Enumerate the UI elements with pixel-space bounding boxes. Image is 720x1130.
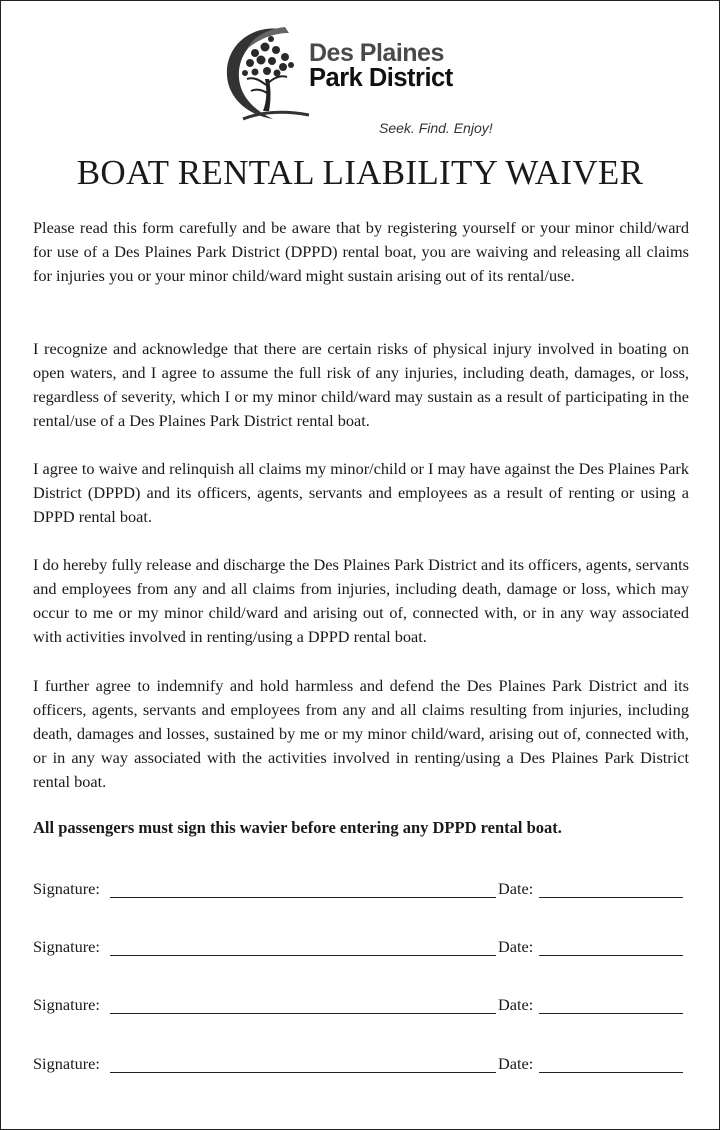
signature-label: Signature: [33,995,100,1014]
logo-name-line2: Park District [309,64,453,92]
signature-row-2 [33,937,683,961]
date-label: Date: [498,995,534,1014]
waiver-paragraph-3: I agree to waive and relinquish all claims my minor/child or I may have against the Des Plaines Park District (DPPD) and its officers, agents, servants and employees as a result of renting or using a DPPD rental boat. [33,459,689,526]
logo-name-line1: Des Plaines [309,39,444,67]
logo-tagline: Seek. Find. Enjoy! [379,120,493,136]
waiver-paragraph-1: Please read this form carefully and be aware that by registering yourself or your minor child/ward for use of a Des Plaines Park District (DPPD) rental boat, you are waiving and releasing all claims for injuries you or your minor child/ward might sustain arising out of its rental/use. [33,218,689,285]
tree-swoosh-icon [223,23,313,123]
signature-line[interactable] [110,897,526,898]
waiver-paragraph-2: I recognize and acknowledge that there are certain risks of physical injury involved in boating on open waters, and I agree to assume the full risk of any injuries, including death, damages, or loss, regardless of severity, which I or my minor child/ward may sustain as a result of participating in the rental/use of a Des Plaines Park District rental boat. [33,339,689,430]
signature-line[interactable] [110,955,526,956]
page-title: BOAT RENTAL LIABILITY WAIVER [76,153,644,192]
signature-row-4 [33,1054,683,1078]
date-label: Date: [498,879,534,898]
signature-label: Signature: [33,1054,100,1073]
signing-notice: All passengers must sign this wavier before entering any DPPD rental boat. [33,818,562,837]
signature-line[interactable] [110,1013,526,1014]
signature-label: Signature: [33,937,100,956]
signature-line[interactable] [110,1072,526,1073]
signature-row-3 [33,995,683,1019]
date-label: Date: [498,1054,534,1073]
date-line[interactable] [539,897,683,898]
waiver-paragraph-4: I do hereby fully release and discharge the Des Plaines Park District and its officers, agents, servants and employees from any and all claims from injuries, including death, damage or loss, which may occur to me or my minor child/ward and arising out of, connected with, or in any way associated with activities involved in renting/using a DPPD rental boat. [33,555,689,646]
signature-label: Signature: [33,879,100,898]
date-label: Date: [498,937,534,956]
date-line[interactable] [539,1072,683,1073]
date-line[interactable] [539,955,683,956]
signature-row-1 [33,879,683,903]
date-line[interactable] [539,1013,683,1014]
logo-wordmark [309,41,453,91]
park-district-logo [223,23,513,143]
waiver-paragraph-5: I further agree to indemnify and hold harmless and defend the Des Plaines Park District and its officers, agents, servants and employees from any and all claims resulting from injuries, including death, damages and losses, sustained by me or my minor child/ward, arising out of, connected with, or in any way associated with the activities involved in renting/using a Des Plaines Park District rental boat. [33,676,689,791]
